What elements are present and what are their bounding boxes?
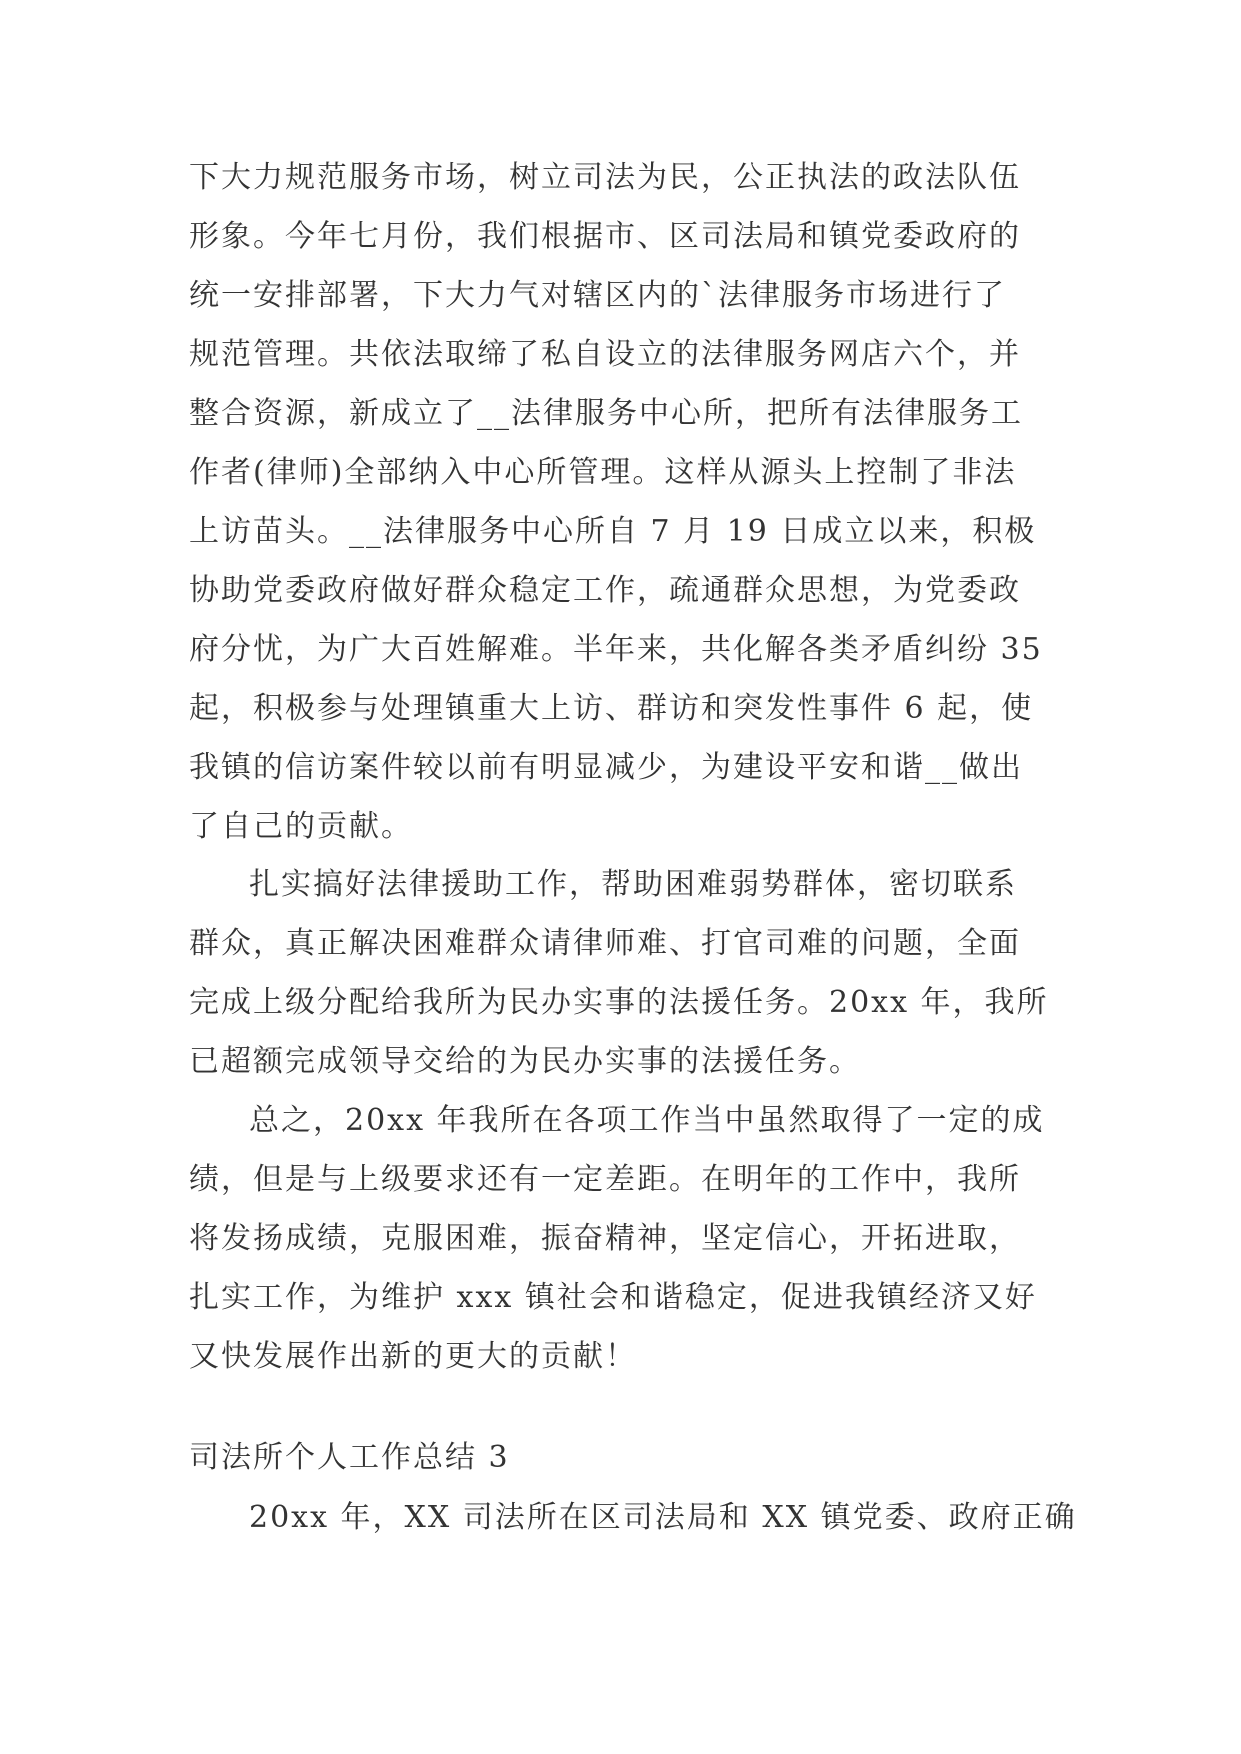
text-line: 绩，但是与上级要求还有一定差距。在明年的工作中，我所 [189,1162,1021,1197]
section-heading-text: 司法所个人工作总结 3 [189,1440,510,1475]
paragraph-legal-aid [189,855,1051,1091]
text-line: 已超额完成领导交给的为民办实事的法援任务。 [189,1044,861,1079]
text-line: 又快发展作出新的更大的贡献！ [189,1339,637,1374]
paragraph-conclusion [189,1091,1051,1386]
text-line: 统一安排部署，下大力气对辖区内的`法律服务市场进行了 [189,278,1006,313]
text-line: 20xx 年，XX 司法所在区司法局和 XX 镇党委、政府正确 [249,1500,1077,1535]
paragraph-legal-service-market [189,148,1051,856]
paragraph-section3-intro [189,1488,1077,1547]
text-line: 完成上级分配给我所为民办实事的法援任务。20xx 年，我所 [189,985,1049,1020]
text-line: 扎实工作，为维护 xxx 镇社会和谐稳定，促进我镇经济又好 [189,1280,1037,1315]
text-line: 我镇的信访案件较以前有明显减少，为建设平安和谐__做出 [189,750,1023,785]
text-line: 起，积极参与处理镇重大上访、群访和突发性事件 6 起，使 [189,691,1034,726]
text-line: 总之，20xx 年我所在各项工作当中虽然取得了一定的成 [249,1103,1045,1138]
text-line: 下大力规范服务市场，树立司法为民，公正执法的政法队伍 [189,160,1021,195]
text-line: 群众，真正解决困难群众请律师难、打官司难的问题，全面 [189,926,1021,961]
section-heading [189,1428,1051,1487]
text-line: 府分忧，为广大百姓解难。半年来，共化解各类矛盾纠纷 35 [189,632,1043,667]
text-line: 上访苗头。__法律服务中心所自 7 月 19 日成立以来，积极 [189,514,1037,549]
text-line: 了自己的贡献。 [189,809,413,844]
text-line: 规范管理。共依法取缔了私自设立的法律服务网店六个，并 [189,337,1021,372]
text-line: 协助党委政府做好群众稳定工作，疏通群众思想，为党委政 [189,573,1021,608]
text-line: 将发扬成绩，克服困难，振奋精神，坚定信心，开拓进取， [189,1221,1021,1256]
text-line: 形象。今年七月份，我们根据市、区司法局和镇党委政府的 [189,219,1021,254]
text-line: 整合资源，新成立了__法律服务中心所，把所有法律服务工 [189,396,1023,431]
text-line: 扎实搞好法律援助工作，帮助困难弱势群体，密切联系 [249,867,1017,902]
text-line: 作者(律师)全部纳入中心所管理。这样从源头上控制了非法 [189,455,1017,490]
